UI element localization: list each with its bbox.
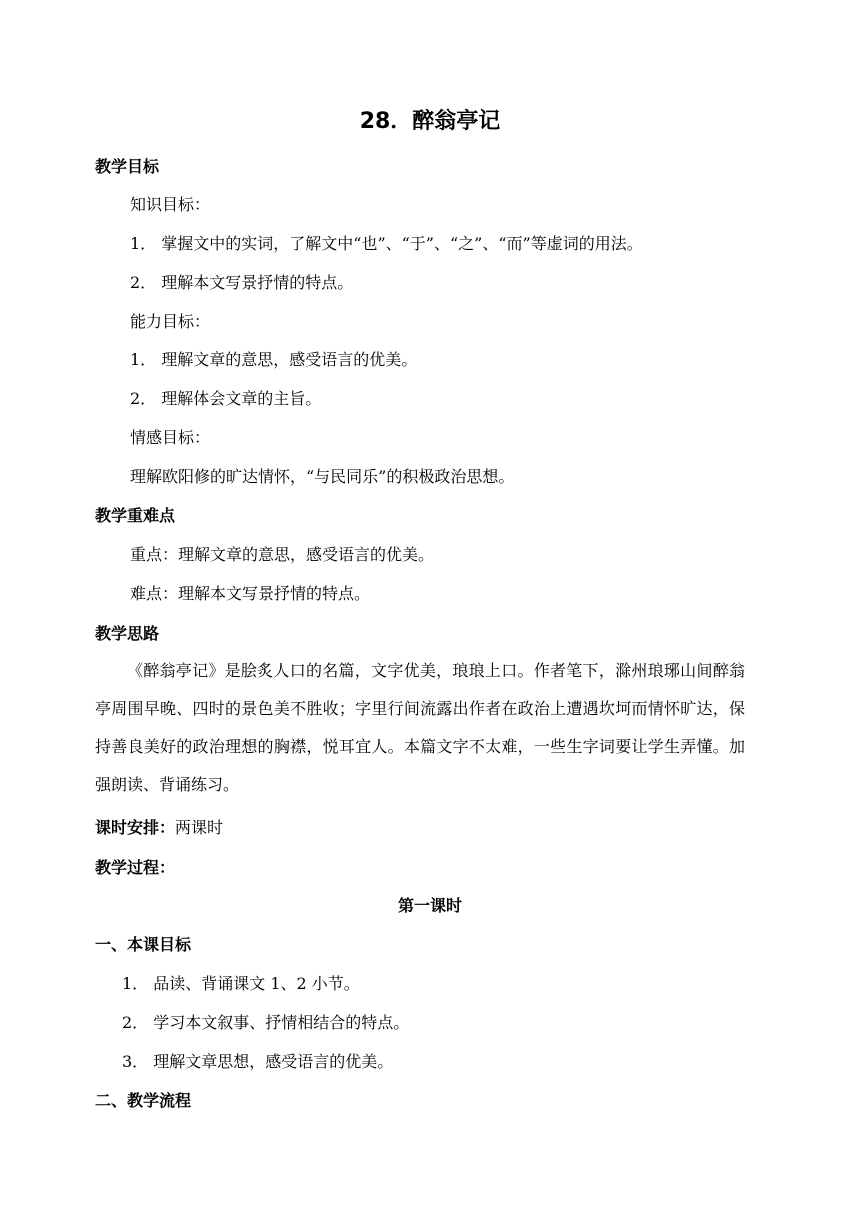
emotion-goal-label: 情感目标： [130,428,211,447]
section-heading-objectives: 一、本课目标 [95,935,192,954]
document-title: 28．醉翁亭记 [359,109,501,134]
key-points-heading: 教学重难点 [95,506,176,525]
session-title: 第一课时 [397,896,462,915]
objective-item: 2． 学习本文叙事、抒情相结合的特点。 [122,1013,410,1032]
focus-point: 重点：理解文章的意思，感受语言的优美。 [130,545,435,564]
difficulty-point: 难点：理解本文写景抒情的特点。 [130,584,371,603]
knowledge-goal-item: 2． 理解本文写景抒情的特点。 [130,273,354,292]
ability-goal-item: 1． 理解文章的意思，感受语言的优美。 [130,350,418,369]
schedule-label: 课时安排： [95,818,176,837]
goals-heading: 教学目标 [95,157,160,176]
approach-heading: 教学思路 [95,624,160,643]
objective-item: 3． 理解文章思想，感受语言的优美。 [122,1052,394,1071]
process-heading: 教学过程： [95,858,176,877]
ability-goal-item: 2． 理解体会文章的主旨。 [130,389,322,408]
knowledge-goal-item: 1． 掌握文中的实词，了解文中“也”、“于”、“之”、“而”等虚词的用法。 [130,234,643,253]
approach-paragraph: 《醉翁亭记》是脍炙人口的名篇，文字优美，琅琅上口。作者笔下，滁州琅琊山间醉翁亭周围早晚、四时的景色美不胜收；字里行间流露出作者在政治上遭遇坎坷而情怀旷达，保持善良美好的政治理想的胸襟，悦耳宜人。本篇文字不太难，一些生字词要让学生弄懂。加强朗读、背诵练习。 [95,661,745,794]
schedule-value: 两课时 [175,818,224,837]
emotion-goal-text: 理解欧阳修的旷达情怀，“与民同乐”的积极政治思想。 [130,467,515,486]
section-heading-flow: 二、教学流程 [95,1091,192,1110]
objective-item: 1． 品读、背诵课文 1、2 小节。 [122,974,360,993]
ability-goal-label: 能力目标： [130,312,211,331]
knowledge-goal-label: 知识目标： [130,195,211,214]
